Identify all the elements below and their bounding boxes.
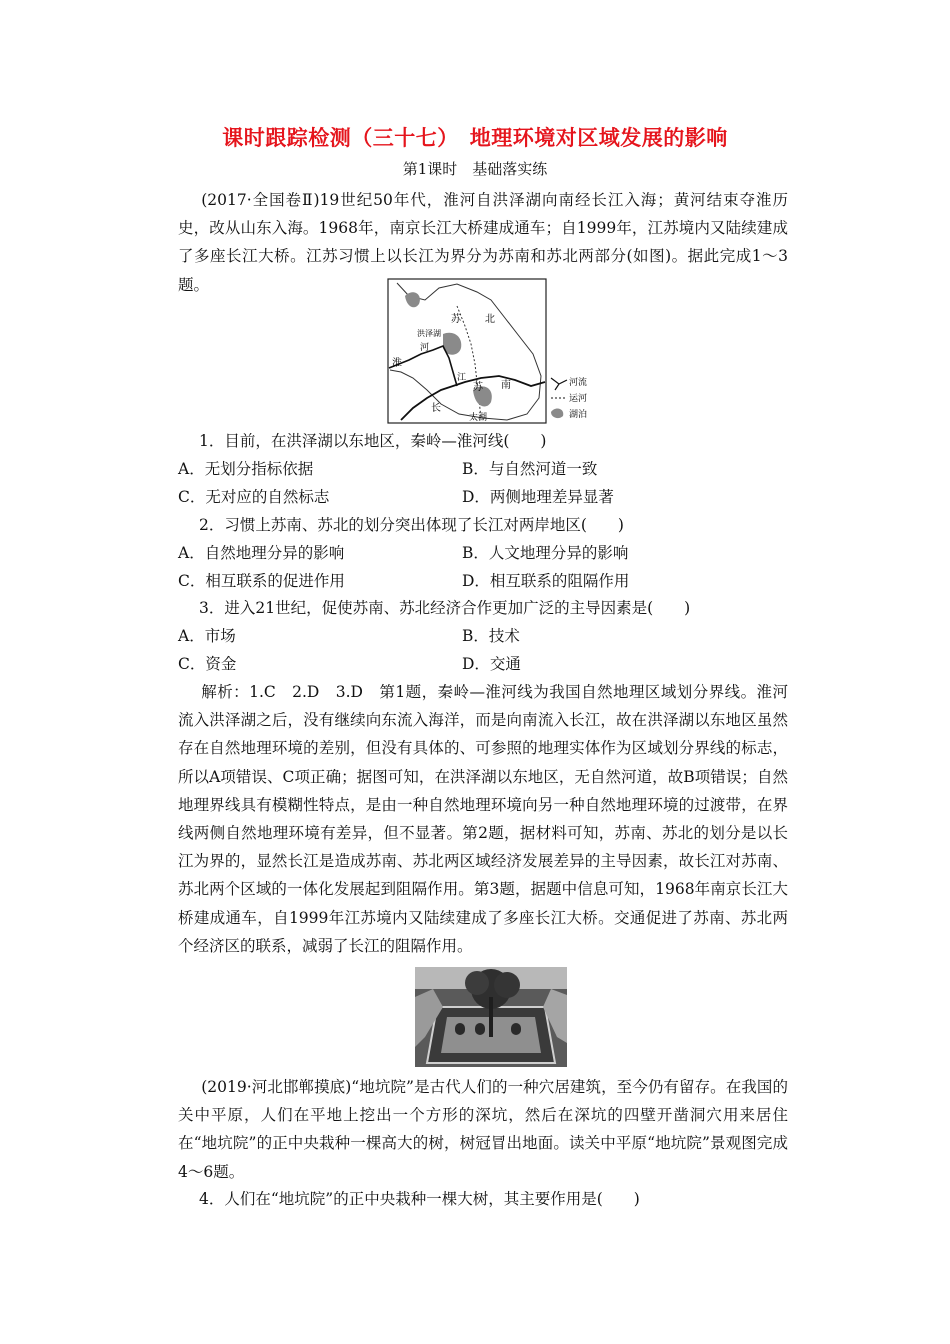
legend-lake-symbol bbox=[551, 409, 563, 419]
map-label-huai: 淮 bbox=[392, 358, 402, 369]
question-3-option-b: B．技术 bbox=[462, 627, 520, 645]
question-3-stem: 3．进入21世纪，促使苏南、苏北经济合作更加广泛的主导因素是( ) bbox=[199, 599, 691, 617]
question-3-option-c: C．资金 bbox=[178, 655, 237, 673]
question-1-option-c: C．无对应的自然标志 bbox=[178, 488, 330, 506]
map-label-jiang: 江 bbox=[457, 373, 467, 383]
intro-paragraph-1: (2017·全国卷Ⅱ)19世纪50年代，淮河自洪泽湖向南经长江入海；黄河结束夺淮历史，改从山东入海。1968年，南京长江大桥建成通车；自1999年，江苏境内又陆续建成了多座长江大桥。江苏习惯上以长江为界分为苏南和苏北两部分(如图)。据此完成1～3题。 bbox=[178, 191, 788, 294]
legend-river-label: 河流 bbox=[569, 378, 588, 388]
question-3-option-d: D．交通 bbox=[462, 655, 521, 673]
map-label-chang: 长 bbox=[431, 403, 441, 414]
question-2-option-c: C．相互联系的促进作用 bbox=[178, 572, 345, 590]
map-label-nan: 南 bbox=[501, 380, 511, 391]
legend-river-symbol bbox=[551, 378, 567, 390]
page-title: 课时跟踪检测（三十七） 地理环境对区域发展的影响 bbox=[222, 126, 728, 150]
map-label-taihu: 太湖 bbox=[469, 413, 488, 423]
legend-lake-label: 湖泊 bbox=[569, 410, 588, 420]
question-2-option-b: B．人文地理分异的影响 bbox=[462, 544, 629, 562]
question-2-option-a: A．自然地理分异的影响 bbox=[178, 544, 345, 562]
map-label-bei: 北 bbox=[485, 314, 495, 325]
question-2-option-d: D．相互联系的阻隔作用 bbox=[462, 572, 630, 590]
question-2-stem: 2．习惯上苏南、苏北的划分突出体现了长江对两岸地区( ) bbox=[199, 516, 624, 534]
jiangsu-map bbox=[387, 278, 592, 425]
legend-canal-label: 运河 bbox=[569, 394, 588, 404]
dikengyuan-photo bbox=[415, 967, 567, 1067]
question-1-stem: 1．目前，在洪泽湖以东地区，秦岭—淮河线( ) bbox=[199, 432, 547, 450]
question-1-option-d: D．两侧地理差异显著 bbox=[462, 488, 614, 506]
question-3-option-a: A．市场 bbox=[178, 627, 236, 645]
map-label-su-top: 苏 bbox=[451, 314, 461, 325]
intro-paragraph-2: (2019·河北邯郸摸底)“地坑院”是古代人们的一种穴居建筑，至今仍有留存。在我国的关中平原，人们在平地上挖出一个方形的深坑，然后在深坑的四壁开凿洞穴用来居住在“地坑院”的正中央栽种一棵高大的树，树冠冒出地面。读关中平原“地坑院”景观图完成4～6题。 bbox=[178, 1078, 788, 1181]
map-label-su-bottom: 苏 bbox=[473, 382, 483, 393]
question-4-stem: 4．人们在“地坑院”的正中央栽种一棵大树，其主要作用是( ) bbox=[199, 1190, 640, 1208]
map-label-hongzehu: 洪泽湖 bbox=[417, 329, 441, 338]
map-label-he: 河 bbox=[420, 343, 430, 353]
question-1-option-b: B．与自然河道一致 bbox=[462, 460, 598, 478]
page-subtitle: 第1课时 基础落实练 bbox=[402, 160, 548, 178]
analysis-paragraph: 解析：1.C 2.D 3.D 第1题，秦岭—淮河线为我国自然地理区域划分界线。淮河流入洪泽湖之后，没有继续向东流入海洋，而是向南流入长江，故在洪泽湖以东地区虽然存在自然地理环境的差别，但没有具体的、可参照的地理实体作为区域划分界线的标志，所以A项错误、C项正确；据图可知，在洪泽湖以东地区，无自然河道，故B项错误；自然地理界线具有模糊性特点，是由一种自然地理环境向另一种自然地理环境的过渡带，在界线两侧自然地理环境有差异，但不显著。第2题，据材料可知，苏南、苏北的划分是以长江为界的，显然长江是造成苏南、苏北两区域经济发展差异的主导因素，故长江对苏南、苏北两个区域的一体化发展起到阻隔作用。第3题，据题中信息可知，1968年南京长江大桥建成通车，自1999年江苏境内又陆续建成了多座长江大桥。交通促进了苏南、苏北两个经济区的联系，减弱了长江的阻隔作用。 bbox=[178, 683, 788, 955]
question-1-option-a: A．无划分指标依据 bbox=[178, 460, 314, 478]
